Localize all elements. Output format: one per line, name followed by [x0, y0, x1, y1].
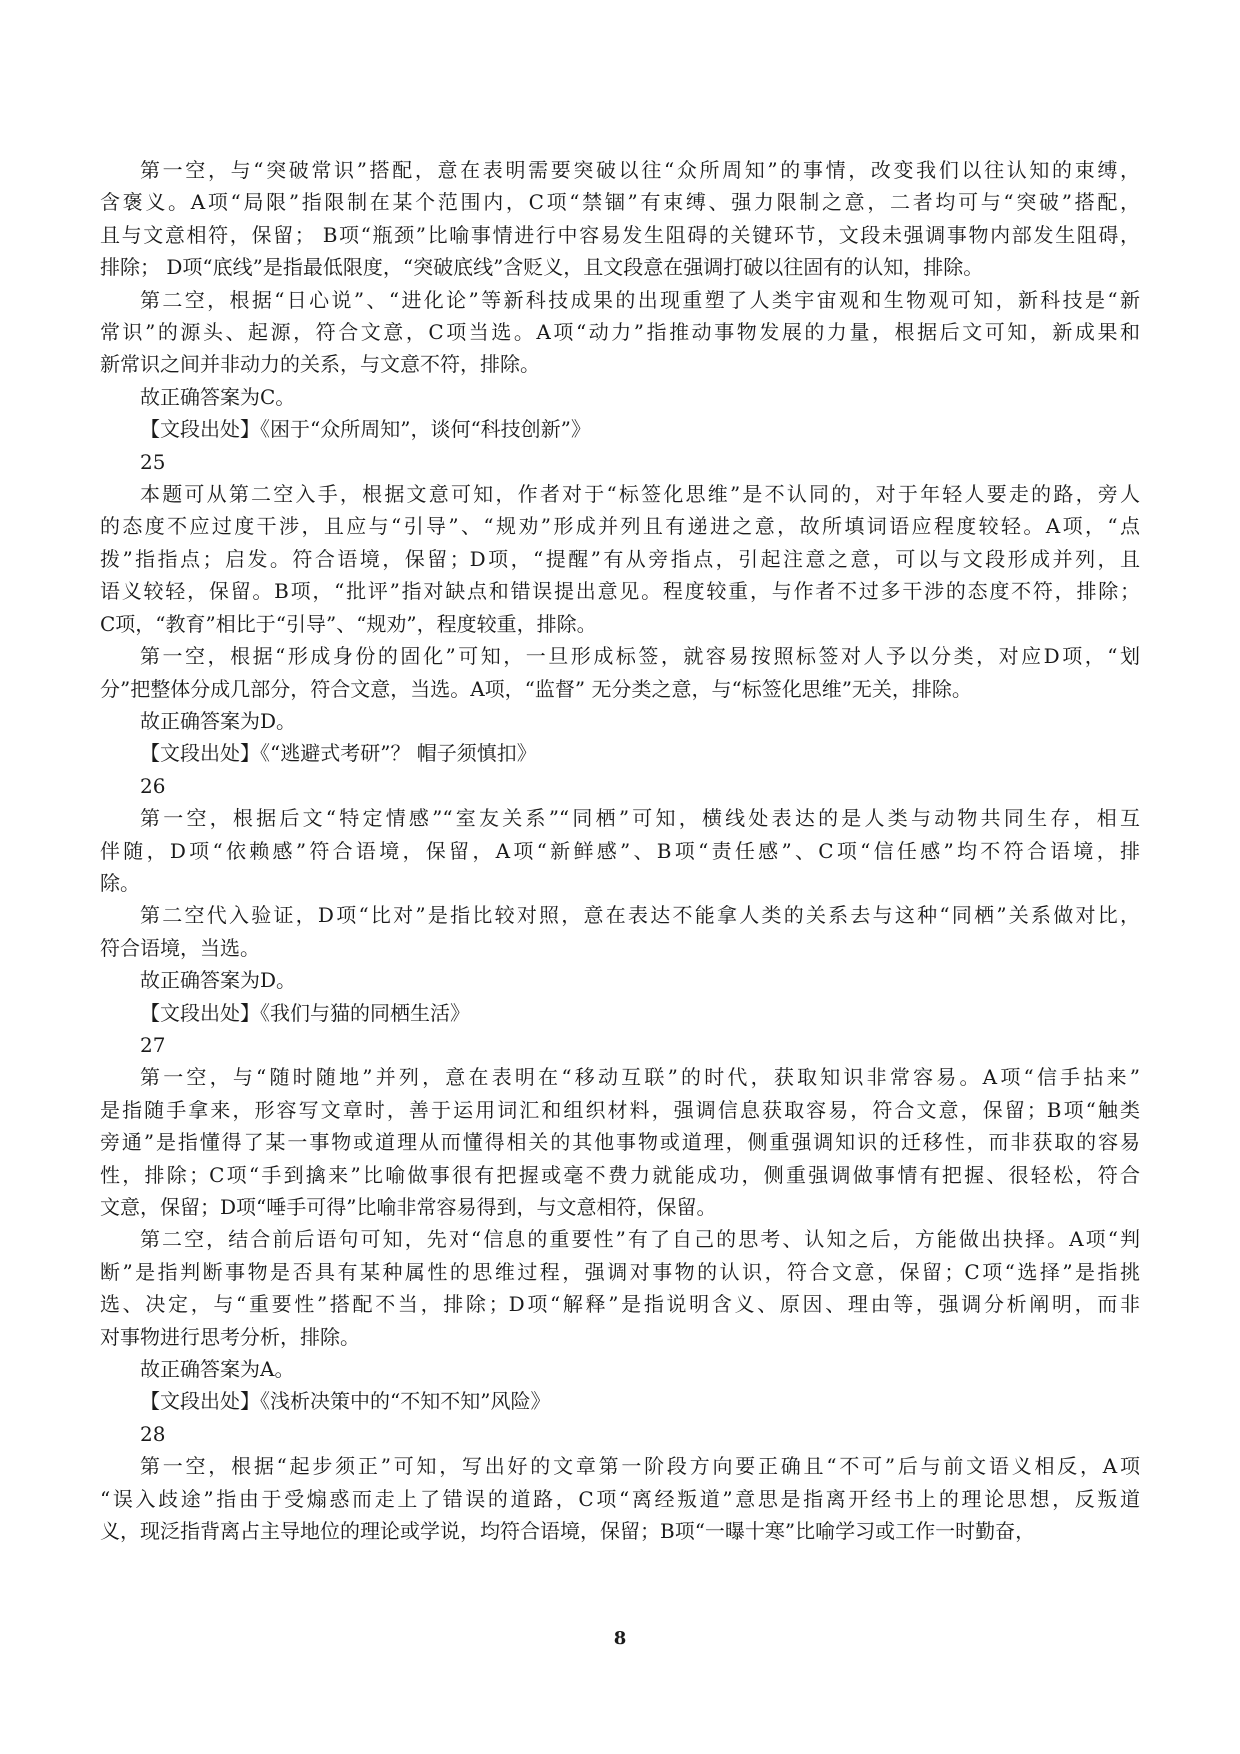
- text-line: 【文段出处】《困于“众所周知”，谈何“科技创新”》: [140, 417, 591, 442]
- text-line: 故正确答案为D。: [140, 968, 297, 993]
- text-line: 第一空，与“随时随地”并列，意在表明在“移动互联”的时代，获取知识非常容易。A项“信手拈来”: [140, 1065, 1140, 1090]
- text-line: 第二空代入验证，D项“比对”是指比较对照，意在表达不能拿人类的关系去与这种“同栖”关系做对比，: [140, 903, 1140, 928]
- text-line: 本题可从第二空入手，根据文意可知，作者对于“标签化思维”是不认同的，对于年轻人要走的路，旁人: [140, 482, 1140, 507]
- text-line: 【文段出处】《浅析决策中的“不知不知”风险》: [140, 1389, 551, 1414]
- text-line: 且与文意相符，保留； B项“瓶颈”比喻事情进行中容易发生阻碍的关键环节，文段未强调事物内部发生阻碍，: [100, 222, 1140, 247]
- text-line: 26: [140, 773, 166, 798]
- text-line: 故正确答案为D。: [140, 708, 297, 733]
- text-line: “误入歧途”指由于受煽惑而走上了错误的道路，C项“离经叛道”意思是指离开经书上的理论思想，反叛道: [100, 1486, 1140, 1511]
- text-line: 选、决定，与“重要性”搭配不当，排除；D项“解释”是指说明含义、原因、理由等，强调分析阐明，而非: [100, 1292, 1140, 1317]
- text-line: 常识”的源头、起源，符合文意，C项当选。A项“动力”指推动事物发展的力量，根据后文可知，新成果和: [100, 320, 1140, 345]
- text-line: 【文段出处】《“逃避式考研”？ 帽子须慎扣》: [140, 741, 537, 766]
- text-line: 新常识之间并非动力的关系，与文意不符，排除。: [100, 352, 540, 377]
- text-line: 分”把整体分成几部分，符合文意，当选。A项，“监督” 无分类之意，与“标签化思维”无关，排除。: [100, 676, 972, 701]
- text-line: 性，排除；C项“手到擒来”比喻做事很有把握或毫不费力就能成功，侧重强调做事情有把握、很轻松，符合: [100, 1162, 1140, 1187]
- text-line: 25: [140, 449, 166, 474]
- text-line: 除。: [100, 870, 140, 895]
- text-line: 义，现泛指背离占主导地位的理论或学说，均符合语境，保留；B项“一曝十寒”比喻学习或工作一时勤奋，: [100, 1519, 1036, 1544]
- text-line: 对事物进行思考分析，排除。: [100, 1324, 360, 1349]
- text-line: 第一空，根据后文“特定情感”“室友关系”“同栖”可知，横线处表达的是人类与动物共同生存，相互: [140, 806, 1140, 831]
- text-line: 的态度不应过度干涉，且应与“引导”、“规劝”形成并列且有递进之意，故所填词语应程度较轻。A项，“点: [100, 514, 1140, 539]
- text-line: 拨”指指点；启发。符合语境，保留；D项，“提醒”有从旁指点，引起注意之意，可以与文段形成并列，且: [100, 546, 1140, 571]
- text-line: 旁通”是指懂得了某一事物或道理从而懂得相关的其他事物或道理，侧重强调知识的迁移性，而非获取的容易: [100, 1130, 1140, 1155]
- text-line: 符合语境，当选。: [100, 935, 260, 960]
- text-line: 第二空，根据“日心说”、“进化论”等新科技成果的出现重塑了人类宇宙观和生物观可知，新科技是“新: [140, 287, 1140, 312]
- text-line: 排除； D项“底线”是指最低限度，“突破底线”含贬义，且文段意在强调打破以往固有的认知，排除。: [100, 255, 984, 280]
- text-line: 断”是指判断事物是否具有某种属性的思维过程，强调对事物的认识，符合文意，保留；C项“选择”是指挑: [100, 1259, 1140, 1284]
- text-line: 第一空，根据“起步须正”可知，写出好的文章第一阶段方向要正确且“不可”后与前文语义相反，A项: [140, 1454, 1140, 1479]
- text-line: 含褒义。A项“局限”指限制在某个范围内，C项“禁锢”有束缚、强力限制之意，二者均可与“突破”搭配，: [100, 190, 1140, 215]
- text-line: C项，“教育”相比于“引导”、“规劝”，程度较重，排除。: [100, 611, 597, 636]
- text-line: 是指随手拿来，形容写文章时，善于运用词汇和组织材料，强调信息获取容易，符合文意，保留；B项“触类: [100, 1097, 1140, 1122]
- text-line: 第二空，结合前后语句可知，先对“信息的重要性”有了自己的思考、认知之后，方能做出抉择。A项“判: [140, 1227, 1140, 1252]
- text-line: 27: [140, 1032, 166, 1057]
- text-line: 第一空，根据“形成身份的固化”可知，一旦形成标签，就容易按照标签对人予以分类，对应D项，“划: [140, 644, 1140, 669]
- page-number: 8: [613, 1628, 627, 1649]
- text-line: 【文段出处】《我们与猫的同栖生活》: [140, 1000, 470, 1025]
- text-line: 故正确答案为C。: [140, 384, 296, 409]
- document-body: [100, 154, 1140, 1547]
- text-line: 第一空，与“突破常识”搭配，意在表明需要突破以往“众所周知”的事情，改变我们以往认知的束缚，: [140, 158, 1140, 182]
- text-line: 28: [140, 1421, 166, 1446]
- text-line: 语义较轻，保留。B项，“批评”指对缺点和错误提出意见。程度较重，与作者不过多干涉的态度不符，排除；: [100, 579, 1140, 604]
- text-line: 伴随，D项“依赖感”符合语境，保留，A项“新鲜感”、B项“责任感”、C项“信任感”均不符合语境，排: [100, 838, 1140, 863]
- text-line: 故正确答案为A。: [140, 1357, 295, 1382]
- text-line: 文意，保留；D项“唾手可得”比喻非常容易得到，与文意相符，保留。: [100, 1195, 717, 1219]
